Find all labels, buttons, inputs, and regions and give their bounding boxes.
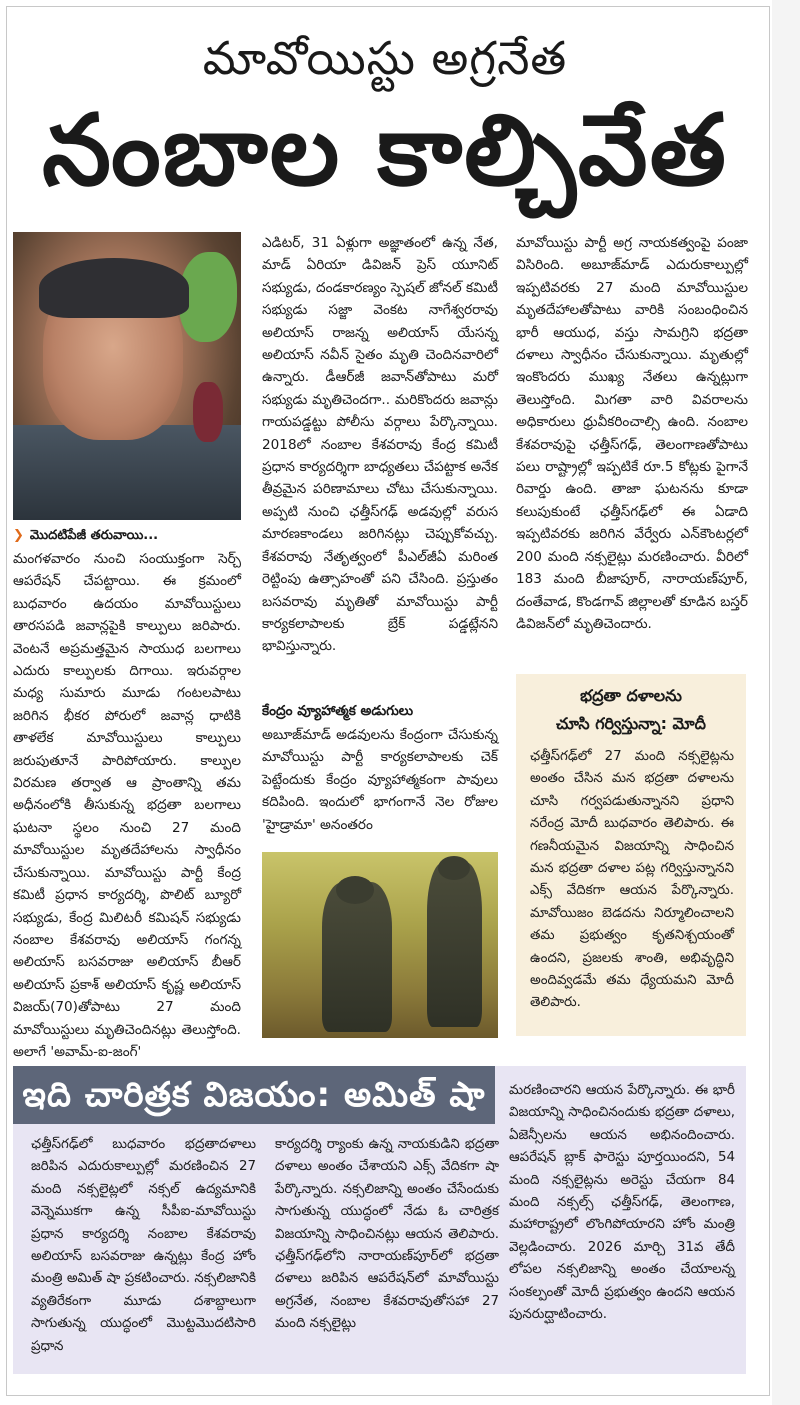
photo-helmet (438, 856, 470, 880)
amit-shah-box (13, 1066, 746, 1374)
headline: నంబాల కాల్చివేత (42, 94, 728, 208)
continuation-label (13, 525, 241, 547)
modi-body: ఛత్తీస్‌గఢ్‌లో 27 మంది నక్సలైట్లను అంతం చేసిన మన భద్రతా దళాలను చూసి గర్వపడుతున్నానని ప్రధాని నరేంద్ర మోదీ బుధవారం తెలిపారు. ఈ గణనీయమైన విజయాన్ని సాధించిన మన భద్రతా దళాల పట్ల గర్విస్తున్నానని ఎక్స్ వేదికగా ఆయన పేర్కొన్నారు. మావోయిజం బెడదను నిర్మూలించాలని తమ ప్రభుత్వం కృతనిశ్చయంతో ఉందని, ప్రజలకు శాంతి, అభివృద్ధిని అందివ్వడమే తమ ధ్యేయమని మోదీ తెలిపారు. (530, 749, 734, 1011)
continuation-text: మొదటిపేజీ తరువాయి... (29, 528, 159, 543)
amit-column-3: మరణించారని ఆయన పేర్కొన్నారు. ఈ భారీ విజయాన్ని సాధించినందుకు భద్రతా దళాలు, ఏజెన్సీలను ఆయన అభినందించారు. ఆపరేషన్ బ్లాక్ ఫారెస్టు పూర్తయిందని, 54 మంది నక్సలైట్లను అరెస్టు చేయగా 84 మంది నక్సల్స్ ఛత్తీస్‌గఢ్, తెలంగాణ, మహారాష్ట్రలో లొంగిపోయారని హోం మంత్రి వెల్లడించారు. 2026 మార్చి 31వ తేదీ లోపల నక్సలిజాన్ని అంతం చేయాలన్న సంకల్పంతో మోదీ ప్రభుత్వం ఉందని ఆయన పునరుద్ఘాటించారు. (509, 1083, 735, 1323)
article-text: మంగళవారం నుంచి సంయుక్తంగా సెర్చ్ ఆపరేషన్ చేపట్టాయి. ఈ క్రమంలో బుధవారం ఉదయం మావోయిస్టులు తారసపడి జవాన్లపైకి కాల్పులు జరిపారు. వెంటనే అప్రమత్తమైన సాయుధ బలగాలు ఎదురు కాల్పులకు దిగాయి. ఇరువర్గాల మధ్య సుమారు మూడు గంటలపాటు జరిగిన భీకర పోరులో జవాన్ల ధాటికి తాళలేక మావోయిస్టులు కాల్పులు జరుపుతూనే పారిపోయారు. కాల్పుల విరమణ తర్వాత ఆ ప్రాంతాన్ని తమ అధీనంలోకి తీసుకున్న భద్రతా బలగాలు ఘటనా స్థలం నుంచి 27 మంది మావోయిస్టుల మృతదేహాలను స్వాధీనం చేసుకున్నాయి. మావోయిస్టు పార్టీ కేంద్ర కమిటీ ప్రధాన కార్యదర్శి, పొలిట్ బ్యూరో సభ్యుడు, కేంద్ర మిలిటరీ కమిషన్ సభ్యుడు నంబాల కేశవరావు అలియాస్ గంగన్న అలియాస్ బసవరాజు అలియాస్ బీఆర్ అలియాస్ ప్రకాశ్ అలియాస్ కృష్ణ అలియాస్ విజయ్(70)తోపాటు 27 మంది మావోయిస్టులు మృతిచెందినట్లు తెలుస్తోంది. అలాగే 'అవామ్-ఐ-జంగ్' (13, 551, 241, 1060)
soldiers-photo (262, 852, 498, 1038)
amit-column-1: ఛత్తీస్‌గఢ్‌లో బుధవారం భద్రతాదళాలు జరిపిన ఎదురుకాల్పుల్లో మరణించిన 27 మంది నక్సలైట్లలో నక్సల్ ఉద్యమానికి వెన్నెముకగా ఉన్న సీపీఐ-మావోయిస్టు ప్రధాన కార్యదర్శి నంబాల కేశవరావు అలియాస్ బసవరాజు ఉన్నట్లు కేంద్ర హోం మంత్రి అమిత్ షా ప్రకటించారు. నక్సలిజానికి వ్యతిరేకంగా మూడు దశాబ్దాలుగా సాగుతున్న యుద్ధంలో మొట్టమొదటిసారి ప్రధాన (31, 1137, 256, 1354)
amit-banner (13, 1066, 495, 1124)
article-text: ఎడిటర్, 31 ఏళ్లుగా అజ్ఞాతంలో ఉన్న నేత, మాడ్ ఏరియా డివిజన్ ప్రెస్ యూనిట్ సభ్యుడు, దండకారణ్యం స్పెషల్ జోనల్ కమిటీ సభ్యుడు సజ్జా వెంకట నాగేశ్వరరావు అలియాస్ రాజన్న అలియాస్ యేసన్న అలియాస్ నవీన్ సైతం మృతి చెందినవారిలో ఉన్నారు. డీఆర్‌జీ జవాన్‌తోపాటు మరో సభ్యుడు మృతిచెందగా.. మరికొందరు జవాన్లు గాయపడ్డట్టు పోలీసు వర్గాలు పేర్కొన్నాయి. 2018లో నంబాల కేశవరావు కేంద్ర కమిటీ ప్రధాన కార్యదర్శిగా బాధ్యతలు చేపట్టాక అనేక తీవ్రమైన పరిణామాలు చోటు చేసుకున్నాయి. అప్పటి నుంచి ఛత్తీస్‌గఢ్ అడవుల్లో వరుస మారణకాండలు జరిగినట్లు చెప్పుకోవచ్చు. కేశవరావు నేతృత్వంలో పీఎల్‌జీఏ మరింత రెట్టింపు ఉత్సాహంతో పని చేసింది. ప్రస్తుతం బసవరావు మృతితో మావోయిస్టు పార్టీ కార్యకలాపాలకు బ్రేక్ పడ్డట్లేనని భావిస్తున్నారు. (262, 235, 498, 655)
photo-flower (193, 382, 223, 442)
photo-soldier (427, 862, 482, 1027)
article-column-2 (262, 232, 498, 658)
photo-soldier (322, 882, 392, 1032)
portrait-photo (13, 232, 241, 520)
amit-title: ఇది చారిత్రక విజయం: అమిత్ షా (22, 1075, 486, 1115)
kicker: మావోయిస్టు అగ్రనేత (202, 31, 568, 85)
chevron-right-icon: ❯ (13, 528, 24, 543)
modi-title-line: భద్రతా దళాలను (580, 686, 682, 705)
modi-sidebar (516, 674, 746, 1036)
article-column-3 (516, 232, 748, 635)
article-column-1 (13, 548, 241, 1063)
photo-hair (39, 258, 189, 318)
article-text: అబూజ్‌మాడ్ అడవులను కేంద్రంగా చేసుకున్న మావోయిస్టు పార్టీ కార్యకలాపాలకు చెక్ పెట్టేందుకు కేంద్రం వ్యూహాత్మకంగా పావులు కదిపింది. ఇందులో భాగంగానే నెల రోజుల 'హైడ్రామా' అనంతరం (262, 727, 498, 833)
amit-column-2: కార్యదర్శి ర్యాంకు ఉన్న నాయకుడిని భద్రతా దళాలు అంతం చేశాయని ఎక్స్ వేదికగా షా పేర్కొన్నారు. నక్సలిజాన్ని అంతం చేసేందుకు సాగుతున్న యుద్ధంలో నేడు ఓ చారిత్రక విజయాన్ని సాధించినట్లు ఆయన తెలిపారు. ఛత్తీస్‌గఢ్‌లోని నారాయణ్‌పూర్‌లో భద్రతా దళాలు జరిపిన ఆపరేషన్‌లో మావోయిస్టు అగ్రనేత, నంబాల కేశవరావుతోసహా 27 మంది నక్సలైట్లు (275, 1137, 499, 1332)
article-column-2-cont (262, 724, 498, 836)
article-text: మావోయిస్టు పార్టీ అగ్ర నాయకత్వంపై పంజా విసిరింది. అబూజ్‌మాడ్ ఎదురుకాల్పుల్లో ఇప్పటివరకు 27 మంది మావోయిస్టుల మృతదేహాలతోపాటు వారికి సంబంధించిన భారీ ఆయుధ, వస్తు సామగ్రిని భద్రతా దళాలు స్వాధీనం చేసుకున్నాయి. మృతుల్లో ఇంకొందరు ముఖ్య నేతలు ఉన్నట్లుగా తెలుస్తోంది. మిగతా వారి వివరాలను అధికారులు ధ్రువీకరించాల్సి ఉంది. నంబాల కేశవరావుపై ఛత్తీస్‌గఢ్, తెలంగాణతోపాటు పలు రాష్ట్రాల్లో ఇప్పటికే రూ.5 కోట్లకు పైగానే రివార్డు ఉంది. తాజా ఘటనను కూడా కలుపుకుంటే ఛత్తీస్‌గఢ్‌లో ఈ ఏడాది ఇప్పటివరకు జరిగిన వేర్వేరు ఎన్‌కౌంటర్లలో 200 మంది నక్సలైట్లు మరణించారు. వీరిలో 183 మంది బీజాపూర్, నారాయణ్‌పూర్, దంతేవాడ, కొండగావ్ జిల్లాలతో కూడిన బస్తర్ డివిజన్‌లో మృతిచెందారు. (516, 235, 748, 632)
section-subhead: కేంద్రం వ్యూహాత్మక అడుగులు (262, 703, 414, 719)
photo-helmet (336, 876, 374, 904)
modi-title (516, 682, 746, 738)
page-margin (772, 0, 800, 1405)
modi-title-line: చూసి గర్విస్తున్నా: మోదీ (556, 714, 706, 733)
